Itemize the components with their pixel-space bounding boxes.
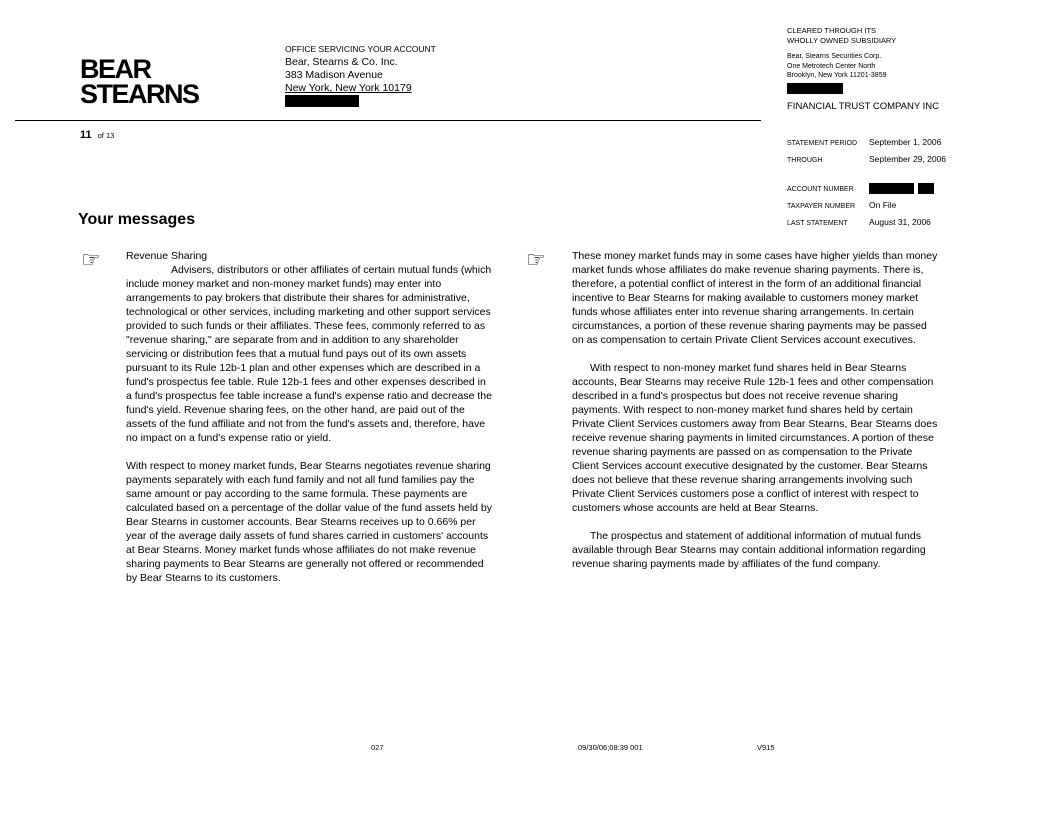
page-title: Your messages (78, 211, 196, 228)
redaction-bar (787, 83, 843, 94)
through-value: September 29, 2006 (869, 154, 947, 164)
text-line: provided to such funds or their affiliates. These fees, commonly referred to as (126, 320, 486, 332)
text-line: a fund's prospectus fee table increase a fund's expense ratio and decrease the (126, 390, 492, 402)
bear-stearns-logo (80, 54, 200, 109)
message-heading: Revenue Sharing (126, 250, 208, 262)
text-line: sharing payments to Bear Stearns are generally not offered or recommended (126, 558, 484, 570)
through-row (787, 154, 946, 164)
clearing-label-line-2: WHOLLY OWNED SUBSIDIARY (787, 35, 897, 45)
text-line: Bear Stearns in customer accounts. Bear Stearns receives up to 0.66% per (126, 516, 476, 528)
text-line: on as compensation to certain Private Client Services account executives. (572, 334, 916, 346)
text-line: market funds whose affiliates do make revenue sharing payments. There is, (572, 264, 924, 276)
through-label: THROUGH (787, 157, 823, 164)
text-line: receive revenue sharing payments in limited circumstances. A portion of these (572, 432, 934, 444)
left-paragraph-2 (126, 459, 516, 585)
text-line: no impact on a fund's expense ratio or yield. (126, 432, 332, 444)
text-line: by Bear Stearns to its customers. (126, 572, 281, 584)
office-label: OFFICE SERVICING YOUR ACCOUNT (285, 44, 436, 54)
page-current: 11 (80, 129, 92, 141)
right-paragraph-2 (572, 361, 962, 515)
clearing-corp: Bear, Stearns Securities Corp. (787, 53, 882, 60)
left-message-column (126, 249, 516, 585)
statement-period-value: September 1, 2006 (869, 137, 942, 147)
left-paragraph-1 (126, 263, 516, 445)
office-address-block (285, 43, 436, 111)
pointing-hand-icon: ☞ (526, 247, 546, 272)
pointing-hand-icon: ☞ (81, 247, 101, 272)
statement-period-label: STATEMENT PERIOD (787, 140, 858, 147)
page-number (80, 129, 114, 141)
office-city: New York, New York 10179 (285, 82, 412, 94)
text-line: fund's yield. Revenue sharing fees, on the other hand, are paid out of the (126, 404, 465, 416)
clearing-label (787, 26, 896, 45)
footer-code-1: 027 (371, 743, 384, 752)
text-line: calculated based on a percentage of the dollar value of the fund assets held by (126, 502, 493, 514)
text-line: "revenue sharing," are separate from and in addition to any shareholder (126, 334, 459, 346)
redaction-bar (869, 183, 914, 194)
clearing-label-line-1: CLEARED THROUGH ITS (787, 26, 877, 35)
taxpayer-row (787, 200, 896, 210)
logo-line-2: STEARNS (80, 79, 199, 109)
statement-period-row (787, 137, 941, 147)
text-line: include money market and non-money market funds) may enter into (126, 278, 442, 290)
text-line: servicing or distribution fees that a mutual fund pays out of its own assets (126, 348, 467, 360)
header-divider (15, 120, 761, 121)
text-line: payments separately with each fund family and not all fund families pay the (126, 474, 475, 486)
logo-line-1: BEAR (80, 54, 151, 84)
text-line: assets of the fund affiliate and not from the fund's assets and, therefore, have (126, 418, 486, 430)
text-line: does not believe that these revenue sharing arrangements involving such (572, 474, 913, 486)
office-name: Bear, Stearns & Co. Inc. (285, 56, 398, 68)
text-line: revenue sharing payments made by affiliates of the fund company. (572, 558, 881, 570)
page-of: of 13 (97, 131, 115, 140)
redaction-bar (918, 183, 934, 194)
text-line: technological or other services, including marketing and other support services (126, 306, 491, 318)
text-line: funds whose affiliates enter into revenue sharing arrangements. In certain (572, 306, 914, 318)
text-line: accounts, Bear Stearns may receive Rule 12b-1 fees and other compensation (572, 376, 934, 388)
clearing-city: Brooklyn, New York 11201-3859 (787, 72, 887, 79)
last-statement-value: August 31, 2006 (869, 217, 931, 227)
text-line: circumstances, a portion of these revenue sharing payments may be passed (572, 320, 927, 332)
right-paragraph-1 (572, 249, 962, 347)
text-line: therefore, a potential conflict of interest in the form of an additional financial (572, 278, 922, 290)
redaction-bar (285, 95, 359, 107)
last-statement-label: LAST STATEMENT (787, 220, 848, 227)
text-line: Private Client Services customers away from Bear Stearns, Bear Stearns does (572, 418, 938, 430)
text-line: revenue sharing payments are passed on as compensation to the Private (572, 446, 913, 458)
text-line: year of the average daily assets of fund shares carried in customers' accounts (126, 530, 489, 542)
text-line: Client Services account executive designated by the customer. Bear Stearns (572, 460, 928, 472)
last-statement-row (787, 217, 931, 227)
clearing-address (787, 52, 887, 97)
taxpayer-label: TAXPAYER NUMBER (787, 203, 856, 210)
text-line: available through Bear Stearns may contain additional information regarding (572, 544, 926, 556)
account-number-label: ACCOUNT NUMBER (787, 186, 854, 193)
text-line: pursuant to its Rule 12b-1 plan and other expenses which are described in a (126, 362, 481, 374)
account-number-row (787, 183, 934, 194)
text-line: arrangements to pay brokers that distribute their shares for administrative, (126, 292, 470, 304)
text-line: The prospectus and statement of additional information of mutual funds (590, 530, 921, 542)
text-line: With respect to non-money market fund shares held in Bear Stearns (590, 362, 907, 374)
text-line: These money market funds may in some cases have higher yields than money (572, 250, 938, 262)
text-line: customers whose accounts are held at Bear Stearns. (572, 502, 819, 514)
text-line: Private Client Services customers pose a conflict of interest with respect to (572, 488, 919, 500)
footer-timestamp: 09/30/06;08:39 001 (578, 743, 643, 752)
text-line: Advisers, distributors or other affiliates of certain mutual funds (which (171, 264, 492, 276)
text-line: incentive to Bear Stearns for making available to customers money market (572, 292, 919, 304)
text-line: With respect to money market funds, Bear Stearns negotiates revenue sharing (126, 460, 491, 472)
text-line: same amount or pay according to the same formula. These payments are (126, 488, 468, 500)
clearing-street: One Metrotech Center North (787, 62, 876, 70)
text-line: at Bear Stearns. Money market funds whose affiliates do not make revenue (126, 544, 476, 556)
footer-code-2: V915 (757, 743, 775, 752)
taxpayer-value: On File (869, 200, 897, 210)
text-line: described in a fund's prospectus but does not receive revenue sharing (572, 390, 898, 402)
right-message-column (572, 249, 962, 571)
text-line: fund's prospectus fee table. Rule 12b-1 fees and other expenses described in (126, 376, 486, 388)
company-name: FINANCIAL TRUST COMPANY INC (787, 101, 940, 112)
right-paragraph-3 (572, 529, 962, 571)
text-line: payments. With respect to non-money market fund shares held by certain (572, 404, 913, 416)
office-street: 383 Madison Avenue (285, 69, 383, 81)
